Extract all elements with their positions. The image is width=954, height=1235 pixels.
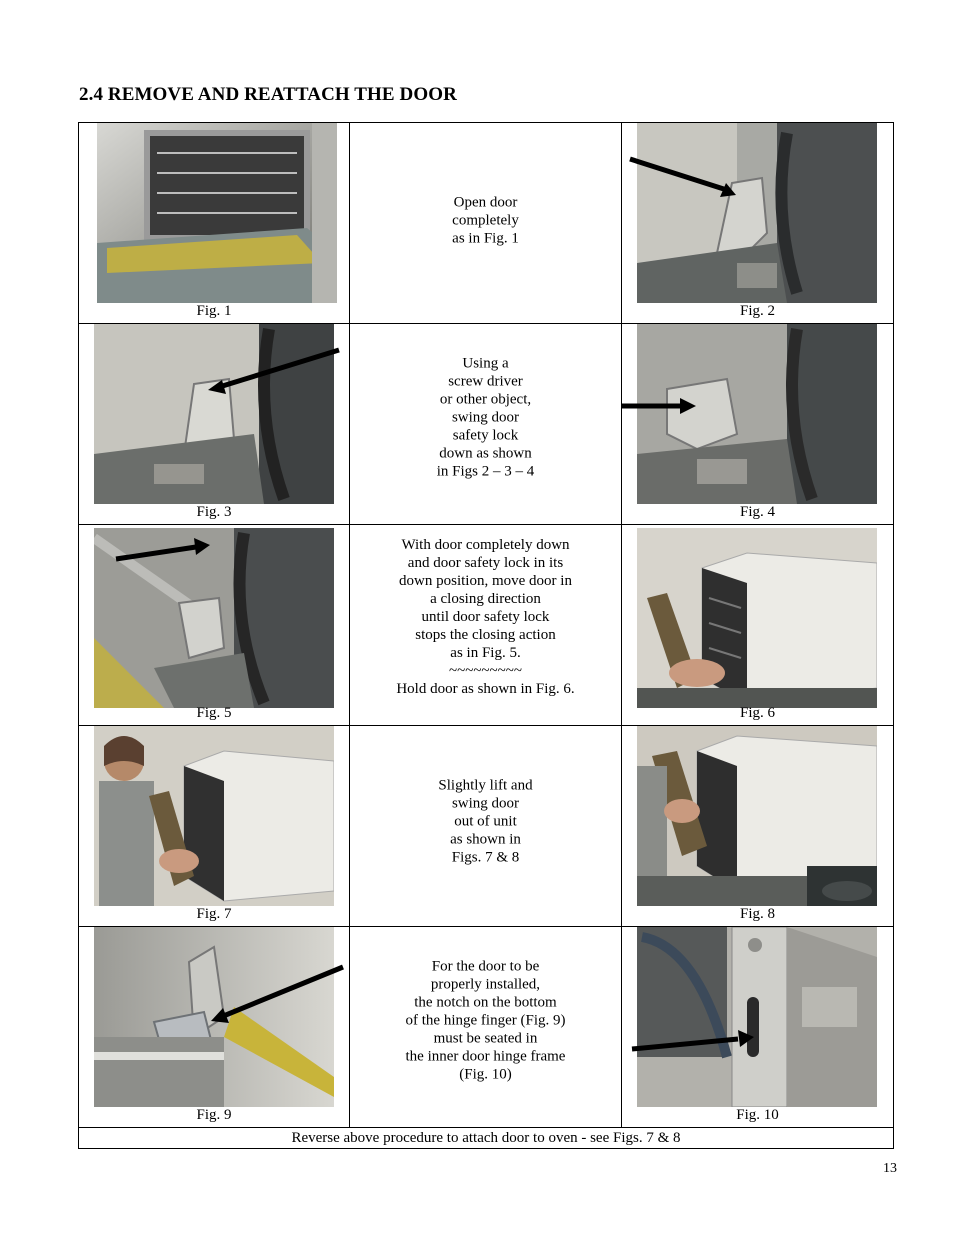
figure-cell-right bbox=[622, 726, 894, 927]
instruction-text: For the door to be properly installed, the notch on the bottom of the hinge finger (Fig. 9) must be seated in the inner door hinge frame (Fig. 10) bbox=[405, 958, 566, 1083]
figure-caption: Fig. 8 bbox=[739, 906, 775, 922]
figure-cell-left bbox=[79, 927, 350, 1128]
footer-row bbox=[79, 1128, 894, 1149]
section-heading: 2.4 REMOVE AND REATTACH THE DOOR bbox=[79, 84, 457, 105]
figure-caption: Fig. 2 bbox=[739, 303, 775, 319]
instruction-cell bbox=[350, 123, 622, 324]
figure-caption: Fig. 3 bbox=[196, 504, 232, 520]
instruction-cell bbox=[350, 927, 622, 1128]
footer-note: Reverse above procedure to attach door to oven - see Figs. 7 & 8 bbox=[79, 1128, 894, 1149]
figure-cell-left bbox=[79, 726, 350, 927]
figure-caption: Fig. 7 bbox=[196, 906, 232, 922]
instruction-cell bbox=[350, 726, 622, 927]
procedure-step-2 bbox=[79, 324, 894, 525]
figure-caption: Fig. 9 bbox=[196, 1107, 232, 1123]
page-number: 13 bbox=[883, 1161, 897, 1176]
instruction-text: With door completely down and door safety lock in its down position, move door in a closing direction until door safety lock stops the closing action as in Fig. 5. ~~~~~~~~~ Hold door as shown in Fig. 6. bbox=[396, 536, 575, 697]
figure-cell-right bbox=[622, 525, 894, 726]
photo-fig-2 bbox=[637, 123, 877, 303]
procedure-step-3 bbox=[79, 525, 894, 726]
instruction-text: Slightly lift and swing door out of unit as shown in Figs. 7 & 8 bbox=[438, 777, 533, 866]
figure-caption: Fig. 1 bbox=[196, 303, 232, 319]
instruction-text: Open door completely as in Fig. 1 bbox=[452, 194, 519, 247]
figure-cell-right bbox=[622, 927, 894, 1128]
figure-caption: Fig. 10 bbox=[736, 1107, 779, 1123]
arrow-icon bbox=[112, 533, 222, 573]
arrow-icon bbox=[628, 1027, 768, 1067]
figure-caption: Fig. 4 bbox=[739, 504, 775, 520]
procedure-step-4 bbox=[79, 726, 894, 927]
instruction-cell bbox=[350, 525, 622, 726]
arrow-icon bbox=[622, 394, 702, 424]
photo-fig-10 bbox=[637, 927, 877, 1107]
procedure-step-1 bbox=[79, 123, 894, 324]
figure-caption: Fig. 6 bbox=[739, 705, 775, 721]
procedure-table bbox=[78, 122, 894, 1149]
arrow-icon bbox=[197, 963, 347, 1033]
photo-fig-8 bbox=[637, 726, 877, 906]
instruction-text: Using a screw driver or other object, swing door safety lock down as shown in Figs 2 – 3 – 4 bbox=[436, 355, 535, 480]
procedure-step-5 bbox=[79, 927, 894, 1128]
figure-cell-left bbox=[79, 123, 350, 324]
instruction-cell bbox=[350, 324, 622, 525]
photo-fig-7 bbox=[94, 726, 334, 906]
figure-cell-right bbox=[622, 324, 894, 525]
figure-cell-left bbox=[79, 324, 350, 525]
arrow-icon bbox=[194, 342, 344, 402]
figure-cell-left bbox=[79, 525, 350, 726]
arrow-icon bbox=[624, 153, 754, 213]
figure-caption: Fig. 5 bbox=[196, 705, 232, 721]
figure-cell-right bbox=[622, 123, 894, 324]
photo-fig-6 bbox=[637, 528, 877, 708]
photo-fig-1 bbox=[97, 123, 337, 303]
